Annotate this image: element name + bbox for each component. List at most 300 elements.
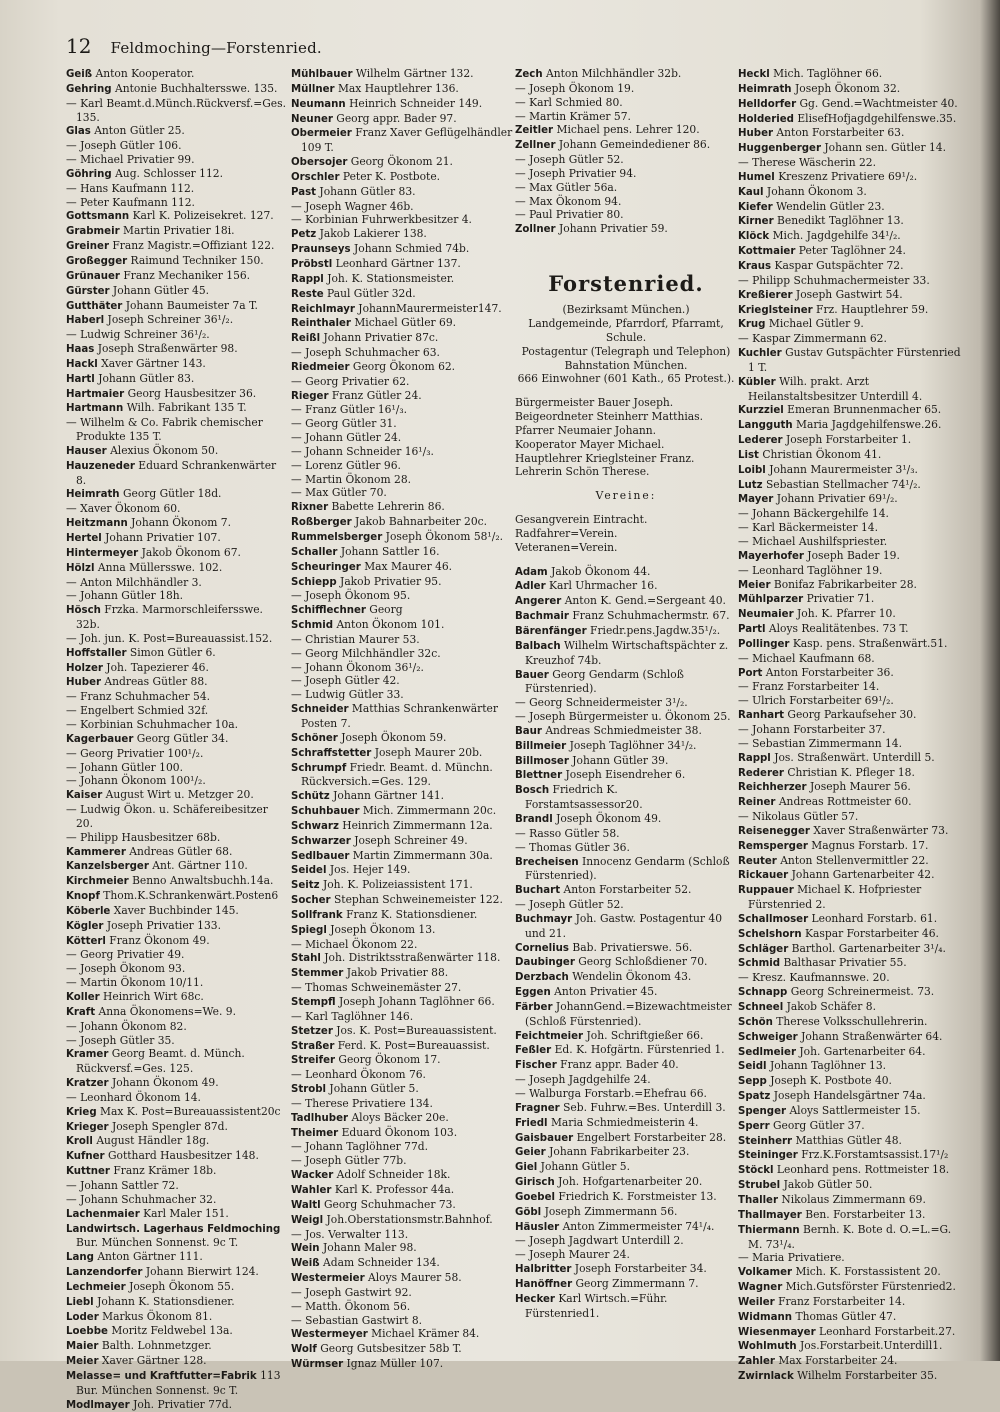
directory-entry [291,1327,513,1342]
entry-details: Georg Schreinermeist. 73. [790,985,935,999]
directory-entry [66,444,288,459]
entry-details: Michael K. Hofpriester Fürstenried 2. [748,883,922,912]
entry-surname: Widmann [738,1311,793,1323]
entry-surname: Krieglsteiner [738,304,813,316]
directory-entry [66,889,288,904]
entry-details: Kaspar Gutspächter 72. [774,258,904,272]
directory-entry [515,96,737,110]
entry-details: Franz Gütler 24. [331,388,422,402]
directory-entry [66,313,288,328]
entry-surname: Praunseys [291,244,351,256]
directory-entry [738,766,962,781]
entry-surname: Langguth [738,420,793,432]
entry-details: — Georg Privatier 49. [66,948,185,962]
entry-surname: Wahler [291,1184,332,1196]
entry-surname: Bosch [515,785,550,797]
entry-surname: Neumann [291,98,346,110]
entry-details: Jos. Straßenwärt. Unterdill 5. [774,750,935,764]
entry-details: Joh. K. Stationsmeister. [327,271,455,285]
directory-entry [738,185,962,200]
directory-entry [515,167,737,181]
entry-surname: Rickauer [738,870,789,882]
entry-details: — Leonhard Taglöhner 19. [738,563,883,577]
entry-surname: Köberle [66,905,111,917]
directory-entry [291,1357,513,1372]
directory-entry [738,1208,962,1223]
directory-entry [515,1000,737,1029]
entry-surname: Schaller [291,546,338,558]
directory-entry [738,112,962,127]
entry-surname: Hackl [66,358,98,370]
directory-entry [291,287,513,302]
entry-details: — Walburga Forstarb.=Ehefrau 66. [515,1087,707,1100]
entry-details: Mich. Zimmermann 20c. [362,804,497,818]
directory-entry [291,302,513,317]
directory-entry [515,82,737,96]
entry-details: Andreas Gütler 88. [104,675,208,689]
entry-surname: Westermeier [291,1273,365,1285]
entry-surname: Volkamer [738,1267,793,1279]
entry-details: Michael Gütler 69. [354,316,457,330]
entry-surname: Bauer [515,669,549,681]
entry-details: Leonhard Forstarbeit.27. [819,1324,956,1338]
column-4 [738,67,962,1384]
entry-surname: Zollner [515,224,556,236]
directory-entry [291,1342,513,1357]
entry-details: Johann Straßenwärter 64. [801,1029,943,1043]
entry-surname: Strubel [738,1180,781,1192]
entry-surname: Baur [515,725,542,737]
official-line: Lehrerin Schön Therese. [515,465,650,479]
entry-surname: Reichlmayr [291,303,355,315]
directory-entry [66,342,288,357]
entry-surname: Waltl [291,1199,321,1211]
entry-details: Maria Jagdgehilfenswe.26. [796,418,942,432]
directory-entry [291,1168,513,1183]
entry-details: Johann Schmied 74b. [353,242,470,256]
directory-entry [738,868,962,883]
entry-surname: Brandl [515,813,553,825]
entry-surname: Schallmoser [738,913,809,925]
entry-surname: Meier [66,1356,99,1368]
entry-details: Georg Gütler 34. [136,731,229,745]
entry-surname: Huber [738,128,774,140]
entry-details: — Joseph Gütler 52. [515,153,624,167]
directory-entry [515,855,737,884]
entry-details: Max Hauptlehrer 136. [337,81,459,95]
directory-entry [515,153,737,167]
entry-details: — Martin Ökonom 10/11. [66,976,204,990]
entry-details: — Johann Gütler 18h. [66,589,184,603]
entry-surname: Hartmann [66,403,124,415]
entry-surname: Kraus [738,260,772,272]
directory-entry [738,795,962,810]
entry-details: Joh. Distriktsstraßenwärter 118. [324,951,501,965]
directory-entry [291,702,513,731]
directory-entry [291,227,513,242]
entry-details: Johann Fabrikarbeiter 23. [549,1145,690,1159]
section-title: Forstenried. [548,271,704,297]
entry-details: — Michael Aushilfspriester. [738,535,888,548]
entry-surname: Sedlbauer [291,850,350,862]
directory-entry [66,1047,288,1076]
entry-surname: Zeitler [515,125,554,137]
entry-surname: Stahl [291,953,321,965]
entry-surname: Zellner [515,140,556,152]
entry-details: Johann sen. Gütler 14. [824,141,946,155]
entry-surname: Hintermeyer [66,547,139,559]
directory-entry [738,549,962,564]
directory-entry [515,883,737,898]
directory-entry [738,1369,962,1384]
directory-entry [738,141,962,156]
section-info-line: Bahnstation München. [564,358,688,372]
entry-surname: Socher [291,895,331,907]
entry-surname: Daubinger [515,957,575,969]
directory-entry [66,675,288,690]
directory-entry [291,403,513,417]
entry-surname: Friedl [515,1117,548,1129]
directory-entry [515,1262,737,1277]
entry-surname: Loder [66,1311,99,1323]
entry-surname: Humel [738,171,775,183]
entry-surname: Krieger [66,1121,109,1133]
entry-surname: Huber [66,677,102,689]
entry-details: Karl Uhrmacher 16. [549,579,658,593]
directory-entry [738,521,962,535]
directory-entry [291,155,513,170]
directory-entry [66,1207,288,1222]
directory-entry [738,433,962,448]
entry-details: — Ludwig Ökon. u. Schäfereibesitzer 20. [66,803,268,830]
directory-entry [291,170,513,185]
directory-entry [66,516,288,531]
entry-details: Andreas Schmiedmeister 38. [545,723,702,737]
directory-entry [515,222,737,237]
entry-surname: Klöck [738,231,770,243]
entry-details: Sebastian Stellmacher 74¹/₂. [765,477,921,491]
directory-entry [66,487,288,502]
club-line: Veteranen=Verein. [515,540,618,554]
entry-surname: Schläger [738,943,789,955]
directory-entry [66,962,288,976]
directory-entry [66,1280,288,1295]
directory-entry [515,1205,737,1220]
column-1 [66,67,288,1412]
entry-details: — Johann Ökonom 82. [66,1019,187,1033]
entry-details: Joseph Ökonom 32. [794,81,901,95]
directory-entry [738,652,962,666]
entry-surname: Buchmayr [515,913,573,925]
directory-entry [66,761,288,775]
directory-entry [291,1082,513,1097]
entry-details: Franz K. Stationsdiener. [346,907,478,921]
directory-entry [291,560,513,575]
section-gap [515,386,737,396]
entry-surname: Haberl [66,315,105,327]
entry-details: Peter K. Postbote. [342,169,441,183]
entry-details: — Georg Gütler 31. [291,417,397,431]
entry-surname: Thaller [738,1194,778,1206]
clubs-heading: Vereine: [595,489,657,503]
directory-entry [291,112,513,127]
entry-surname: Zwirnlack [738,1371,794,1383]
directory-entry [66,1020,288,1034]
entry-surname: Billmoser [515,755,569,767]
entry-details: Christian K. Pfleger 18. [787,765,915,779]
entry-surname: Knopf [66,891,100,903]
entry-details: Gustav Gutspächter Fürstenried 1 T. [748,346,961,374]
page-header [66,34,940,60]
directory-entry [515,181,737,195]
entry-details: Johann K. Stationsdiener. [97,1294,235,1308]
directory-entry [66,224,288,239]
directory-entry [66,1354,288,1369]
entry-details: Karl Wirtsch.=Führ. Fürstenried1. [525,1291,668,1320]
directory-entry [738,332,962,346]
directory-entry [66,1149,288,1164]
entry-surname: Eggen [515,987,551,999]
directory-entry [66,1005,288,1020]
directory-entry [66,1339,288,1354]
entry-surname: Hecker [515,1293,555,1305]
directory-entry [738,578,962,593]
entry-details: Johann Sattler 16. [340,544,440,558]
entry-details: Heinrich Schneider 149. [349,96,483,110]
entry-details: Joseph Privatier 133. [106,918,221,932]
entry-surname: Gottsmann [66,211,130,223]
entry-details: — Therese Wäscherin 22. [738,156,876,170]
entry-details: Franz Ökonom 49. [109,933,210,947]
directory-entry [738,97,962,112]
directory-entry [291,1010,513,1024]
entry-surname: Kraft [66,1006,96,1018]
entry-surname: Sollfrank [291,909,343,921]
entry-details: Bernh. K. Bote d. O.=L.=G. M. 73¹/₄. [748,1222,952,1251]
entry-details: — Wilhelm & Co. Fabrik chemischer Produkte 135 T. [66,416,263,444]
entry-details: — Jos. Verwalter 113. [291,1227,409,1241]
directory-entry [738,985,962,1000]
entry-details: Franz Xaver Geflügelhändler 109 T. [301,126,513,155]
entry-details: Aug. Schlosser 112. [115,166,223,180]
entry-details: Joseph Schreiner 49. [354,833,468,847]
directory-entry [738,1310,962,1325]
directory-entry [66,502,288,516]
entry-details: Anna Ökonomens=We. 9. [98,1004,236,1018]
directory-entry [66,1193,288,1207]
directory-entry [738,1000,962,1015]
entry-details: Jakob Bahnarbeiter 20c. [355,515,488,529]
entry-surname: Kuttner [66,1166,110,1178]
entry-details: Wilhelm Forstarbeiter 35. [797,1369,938,1383]
entry-surname: Cornelius [515,942,569,954]
directory-entry [515,1073,737,1087]
entry-surname: Feichtmeier [515,1030,584,1042]
entry-surname: Orschler [291,171,340,183]
entry-surname: Kreßierer [738,289,793,301]
entry-details: — Ludwig Gütler 33. [291,688,404,702]
entry-details: — Joseph Gütler 35. [66,1033,175,1047]
directory-entry [291,1300,513,1314]
entry-details: — Thomas Schweinemäster 27. [291,981,462,995]
directory-entry [66,546,288,561]
directory-entry [291,618,513,633]
entry-details: Therese Volksschullehrerin. [776,1014,928,1028]
directory-entry [291,1154,513,1168]
entry-details: Ant. Gärtner 110. [152,859,248,873]
directory-entry [66,1398,288,1412]
directory-entry [66,124,288,139]
directory-entry [515,739,737,754]
entry-surname: Müllner [291,83,335,95]
directory-entry [66,284,288,299]
entry-surname: Seidel [291,865,327,877]
directory-entry [738,1015,962,1030]
entry-details: Xaver Gärtner 128. [101,1354,207,1368]
entry-surname: Rummelsberger [291,532,383,543]
directory-entry [515,609,737,624]
entry-surname: Spiegl [291,924,327,936]
directory-entry [66,874,288,889]
directory-entry [66,67,288,82]
entry-surname: Roßberger [291,517,352,529]
directory-entry [515,1043,737,1058]
entry-surname: Westermeyer [291,1329,368,1341]
entry-details: Johann Gütler 45. [112,283,210,297]
entry-details: Joseph Gastwirt 54. [795,287,903,301]
directory-entry [738,1295,962,1310]
entry-surname: Halbritter [515,1264,572,1276]
entry-details: Anton Zimmermeister 74¹/₄. [562,1219,715,1233]
entry-surname: Sedlmeier [738,1046,796,1058]
entry-details: — Georg Milchhändler 32c. [291,646,441,660]
entry-surname: Pröbstl [291,258,333,270]
entry-surname: Hösch [66,605,101,617]
directory-entry [291,1241,513,1256]
entry-surname: Kübler [738,376,776,388]
entry-surname: Weigl [291,1214,324,1226]
entry-details: Wilh. Fabrikant 135 T. [126,401,247,415]
entry-surname: Theimer [291,1127,339,1139]
entry-details: Jos. K. Post=Bureauassistent. [336,1023,497,1037]
directory-entry [291,981,513,995]
entry-details: — Karl Schmied 80. [515,95,623,109]
entry-details: — Georg Schneidermeister 3¹/₂. [515,696,688,710]
entry-details: — Leonhard Ökonom 76. [291,1068,426,1082]
entry-surname: Lederer [738,435,783,447]
entry-details: Friedrich K. Forstamtsassessor20. [525,783,643,812]
entry-details: Aloys Sattlermeister 15. [789,1103,921,1117]
entry-details: — Martin Krämer 57. [515,109,631,123]
entry-details: Wilhelm Gärtner 132. [355,67,474,80]
entry-details: Johann Gärtner 141. [333,789,445,803]
entry-surname: Thiermann [738,1224,800,1236]
entry-details: Georg Parkaufseher 30. [787,708,917,722]
entry-details: Joseph Straßenwärter 98. [97,342,238,356]
directory-entry [738,126,962,141]
directory-entry [291,445,513,459]
entry-details: Georg Gutsbesitzer 58b T. [320,1342,462,1356]
directory-entry [515,138,737,153]
entry-surname: Helldorfer [738,98,797,110]
entry-surname: Feßler [515,1045,552,1057]
entry-surname: Schöner [291,732,338,744]
entry-details: Georg Hausbesitzer 36. [127,386,257,400]
directory-entry [738,1089,962,1104]
directory-entry [738,288,962,303]
directory-entry [291,589,513,603]
directory-entry [291,257,513,272]
directory-entry [515,565,737,580]
directory-entry [738,200,962,215]
directory-entry [291,746,513,761]
entry-details: — Joseph Jagdgehilfe 24. [515,1073,651,1087]
entry-details: — Georg Privatier 62. [291,374,410,388]
entry-surname: Petz [291,229,317,241]
entry-surname: Wolf [291,1344,317,1356]
entry-details: — Johann Ökonom 100¹/₂. [66,774,206,788]
directory-entry [66,1179,288,1193]
entry-details: — Johann Schneider 16¹/₃. [291,444,434,458]
entry-surname: Zahler [738,1356,775,1368]
entry-surname: Spenger [738,1105,787,1117]
directory-entry [66,589,288,603]
directory-entry [291,1256,513,1271]
directory-entry [291,530,513,545]
entry-surname: Scheuringer [291,561,361,573]
entry-details: Joseph Eisendreher 6. [565,768,686,782]
entry-surname: Krug [738,319,766,331]
entry-surname: Mühlbauer [291,69,353,80]
directory-entry [738,492,962,507]
entry-surname: Heckl [738,69,770,80]
entry-details: Eduard Ökonom 103. [341,1125,458,1139]
entry-surname: Gaisbauer [515,1132,574,1144]
directory-entry [66,845,288,860]
directory-entry [291,515,513,530]
directory-entry [515,208,737,222]
entry-details: — Hans Kaufmann 112. [66,181,195,195]
directory-entry [291,213,513,227]
directory-entry [66,1105,288,1120]
entry-details: Joseph Schreiner 36¹/₂. [107,313,234,327]
entry-details: Aloys Realitätenbes. 73 T. [768,622,909,636]
entry-surname: Lang [66,1252,94,1264]
entry-details: Joh. K. Pfarrer 10. [797,607,896,621]
entry-details: Joseph Handelsgärtner 74a. [773,1089,926,1103]
directory-entry [515,123,737,138]
entry-surname: Blettner [515,770,563,782]
entry-details: — Nikolaus Gütler 57. [738,810,859,824]
directory-entry [515,67,737,82]
entry-details: — Martin Ökonom 28. [291,472,412,486]
column-2 [291,67,513,1372]
directory-entry [291,67,513,82]
entry-surname: Schuhbauer [291,806,360,818]
directory-entry [738,418,962,433]
entry-surname: Wagner [738,1282,783,1294]
entry-details: Ferd. K. Post=Bureauassist. [337,1038,490,1052]
entry-details: — Anton Milchhändler 3. [66,575,202,589]
directory-entry [291,486,513,500]
directory-entry [515,696,737,710]
entry-details: Jakob Privatier 88. [346,966,449,980]
entry-surname: Angerer [515,596,562,608]
entry-surname: Rixner [291,502,329,514]
directory-entry [291,849,513,864]
directory-entry [291,647,513,661]
entry-surname: Schwarzer [291,835,351,847]
